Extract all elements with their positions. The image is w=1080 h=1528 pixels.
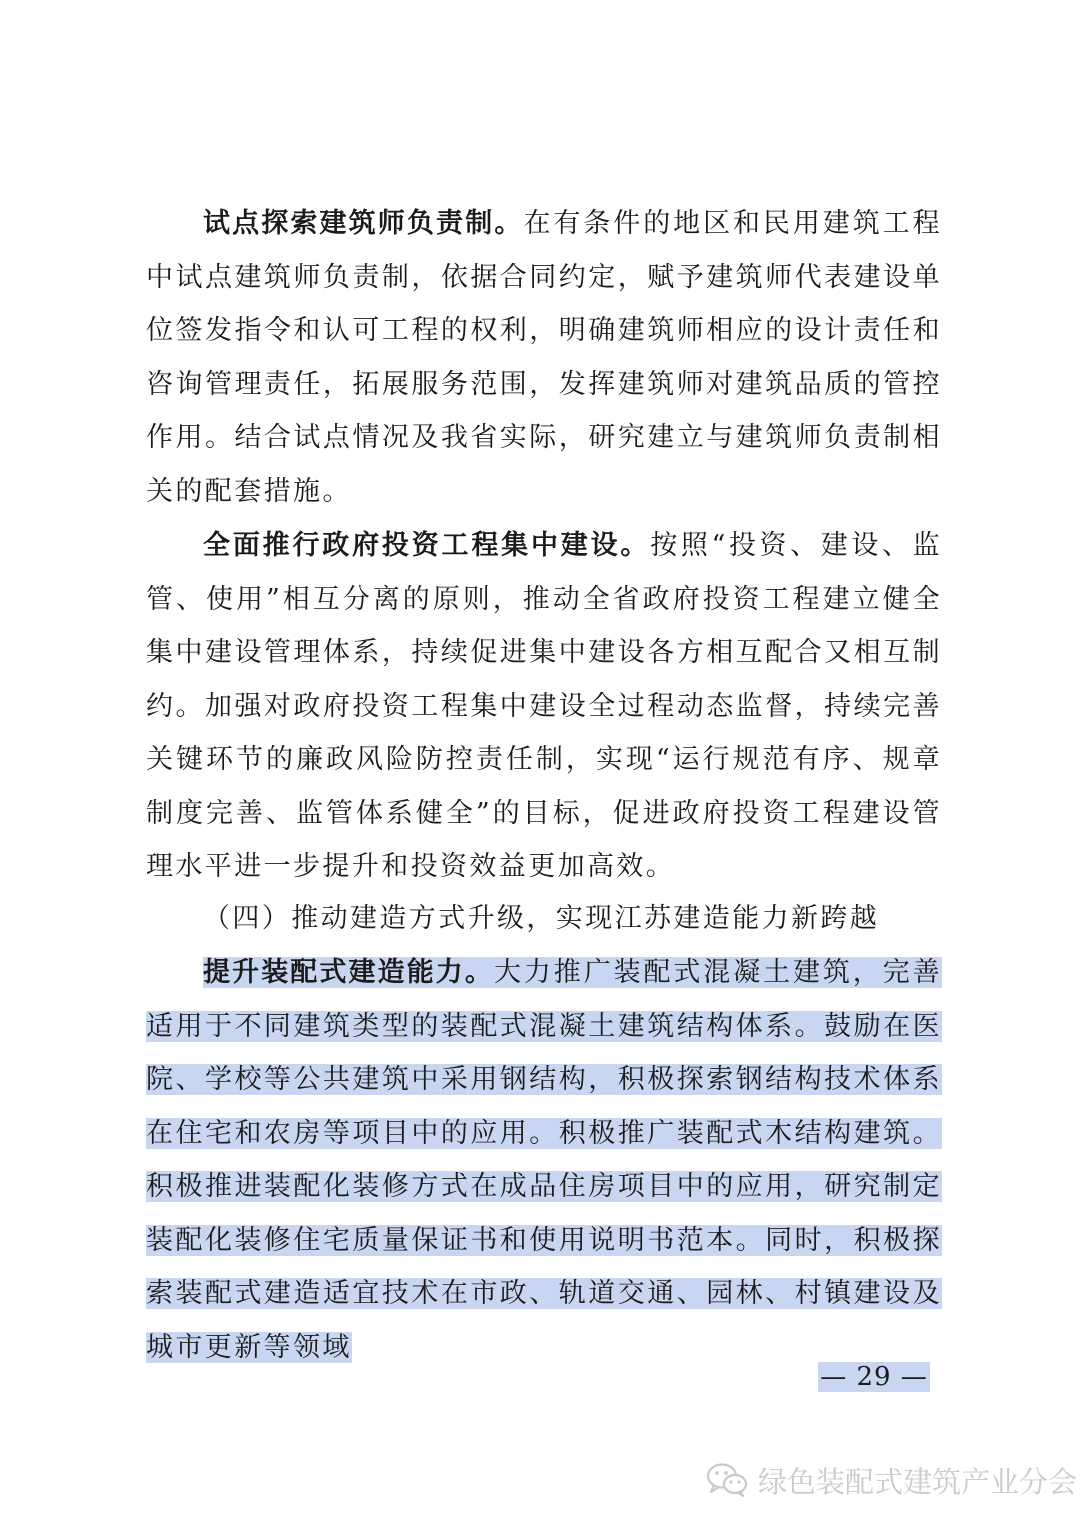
watermark-text: 绿色装配式建筑产业分会 [758, 1464, 1078, 1499]
wechat-icon [706, 1462, 748, 1498]
paragraph-lead: 试点探索建筑师负责制。 [203, 208, 524, 239]
watermark [706, 1460, 1077, 1500]
paragraph-body: 按照“投资、建设、监管、使用”相互分离的原则，推动全省政府投资工程建立健全集中建设管理体系，持续促进集中建设各方相互配合又相互制约。加强对政府投资工程集中建设全过程动态监督，持续完善关键环节的廉政风险防控责任制，实现“运行规范有序、规章制度完善、监管体系健全”的目标，促进政府投资工程建设管理水平进一步提升和投资效益更加高效。 [146, 530, 942, 882]
paragraph-lead-highlighted: 提升装配式建造能力。 [203, 957, 494, 988]
section-heading: （四）推动建造方式升级，实现江苏建造能力新跨越 [203, 903, 880, 934]
paragraph-body: 在有条件的地区和民用建筑工程中试点建筑师负责制，依据合同约定，赋予建筑师代表建设单位签发指令和认可工程的权利，明确建筑师相应的设计责任和咨询管理责任，拓展服务范围，发挥建筑师对建筑品质的管控作用。结合试点情况及我省实际，研究建立与建筑师负责制相关的配套措施。 [146, 208, 942, 507]
page-number: — 29 — [818, 1362, 930, 1392]
paragraph-lead: 全面推行政府投资工程集中建设。 [203, 530, 651, 561]
paragraph-architect-responsibility [146, 197, 942, 518]
paragraph-body-highlighted: 大力推广装配式混凝土建筑，完善适用于不同建筑类型的装配式混凝土建筑结构体系。鼓励在医院、学校等公共建筑中采用钢结构，积极探索钢结构技术体系在住宅和农房等项目中的应用。积极推广装配式木结构建筑。积极推进装配化装修方式在成品住房项目中的应用，研究制定装配化装修住宅质量保证书和使用说明书范本。同时，积极探索装配式建造适宜技术在市政、轨道交通、园林、村镇建设及城市更新等领域 [146, 957, 942, 1363]
paragraph-government-investment [146, 519, 942, 894]
paragraph-prefab-construction [146, 946, 942, 1374]
